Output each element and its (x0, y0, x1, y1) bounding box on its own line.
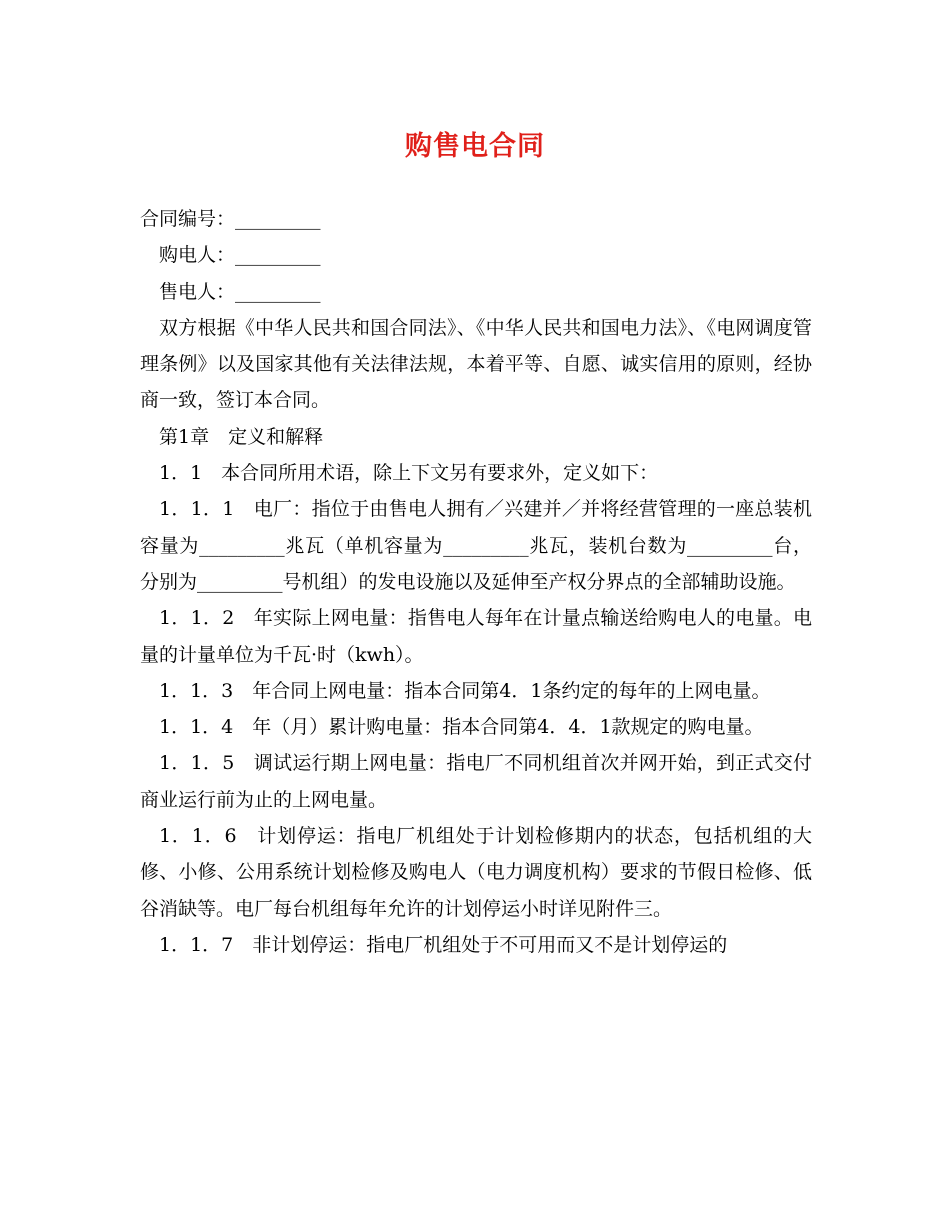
chapter-heading: 第1章 定义和解释 (159, 425, 324, 448)
paragraph-1-1-6: 1．1．6 计划停运：指电厂机组处于计划检修期内的状态，包括机组的大修、小修、公用系统计划检修及购电人（电力调度机构）要求的节假日检修、低谷消缺等。电厂每台机组每年允许的计划停运小时详见附件三。 (140, 825, 812, 920)
paragraph-preamble: 双方根据《中华人民共和国合同法》、《中华人民共和国电力法》、《电网调度管理条例》以及国家其他有关法律法规，本着平等、自愿、诚实信用的原则，经协商一致，签订本合同。 (140, 316, 812, 412)
paragraph-1-1-5: 1．1．5 调试运行期上网电量：指电厂不同机组首次并网开始，到正式交付商业运行前为止的上网电量。 (140, 752, 812, 811)
buyer-value: _________ (235, 244, 321, 267)
document-body (140, 201, 812, 963)
seller-label: 售电人： (159, 280, 236, 303)
paragraph-1-1: 1．1 本合同所用术语，除上下文另有要求外，定义如下： (159, 462, 659, 485)
document-title: 购售电合同 (405, 131, 545, 162)
seller-field (140, 274, 812, 310)
paragraph-1-1-1: 1．1．1 电厂：指位于由售电人拥有／兴建并／并将经营管理的一座总装机容量为_________兆瓦（单机容量为_________兆瓦，装机台数为_________台，分别为_________号机组）的发电设施以及延伸至产权分界点的全部辅助设施。 (140, 498, 812, 593)
contract-number-label: 合同编号： (140, 208, 236, 230)
paragraph-1-1-4: 1．1．4 年（月）累计购电量：指本合同第4．4．1款规定的购电量。 (159, 716, 764, 739)
contract-number-field (140, 201, 812, 237)
paragraph-1-1-2: 1．1．2 年实际上网电量：指售电人每年在计量点输送给购电人的电量。电量的计量单位为千瓦·时（kwh）。 (140, 607, 812, 666)
seller-value: _________ (235, 280, 321, 303)
contract-number-value: _________ (235, 208, 321, 230)
buyer-field (140, 237, 812, 273)
buyer-label: 购电人： (159, 244, 236, 267)
paragraph-1-1-3: 1．1．3 年合同上网电量：指本合同第4．1条约定的每年的上网电量。 (159, 679, 771, 702)
paragraph-1-1-7: 1．1．7 非计划停运：指电厂机组处于不可用而又不是计划停运的 (159, 933, 728, 956)
